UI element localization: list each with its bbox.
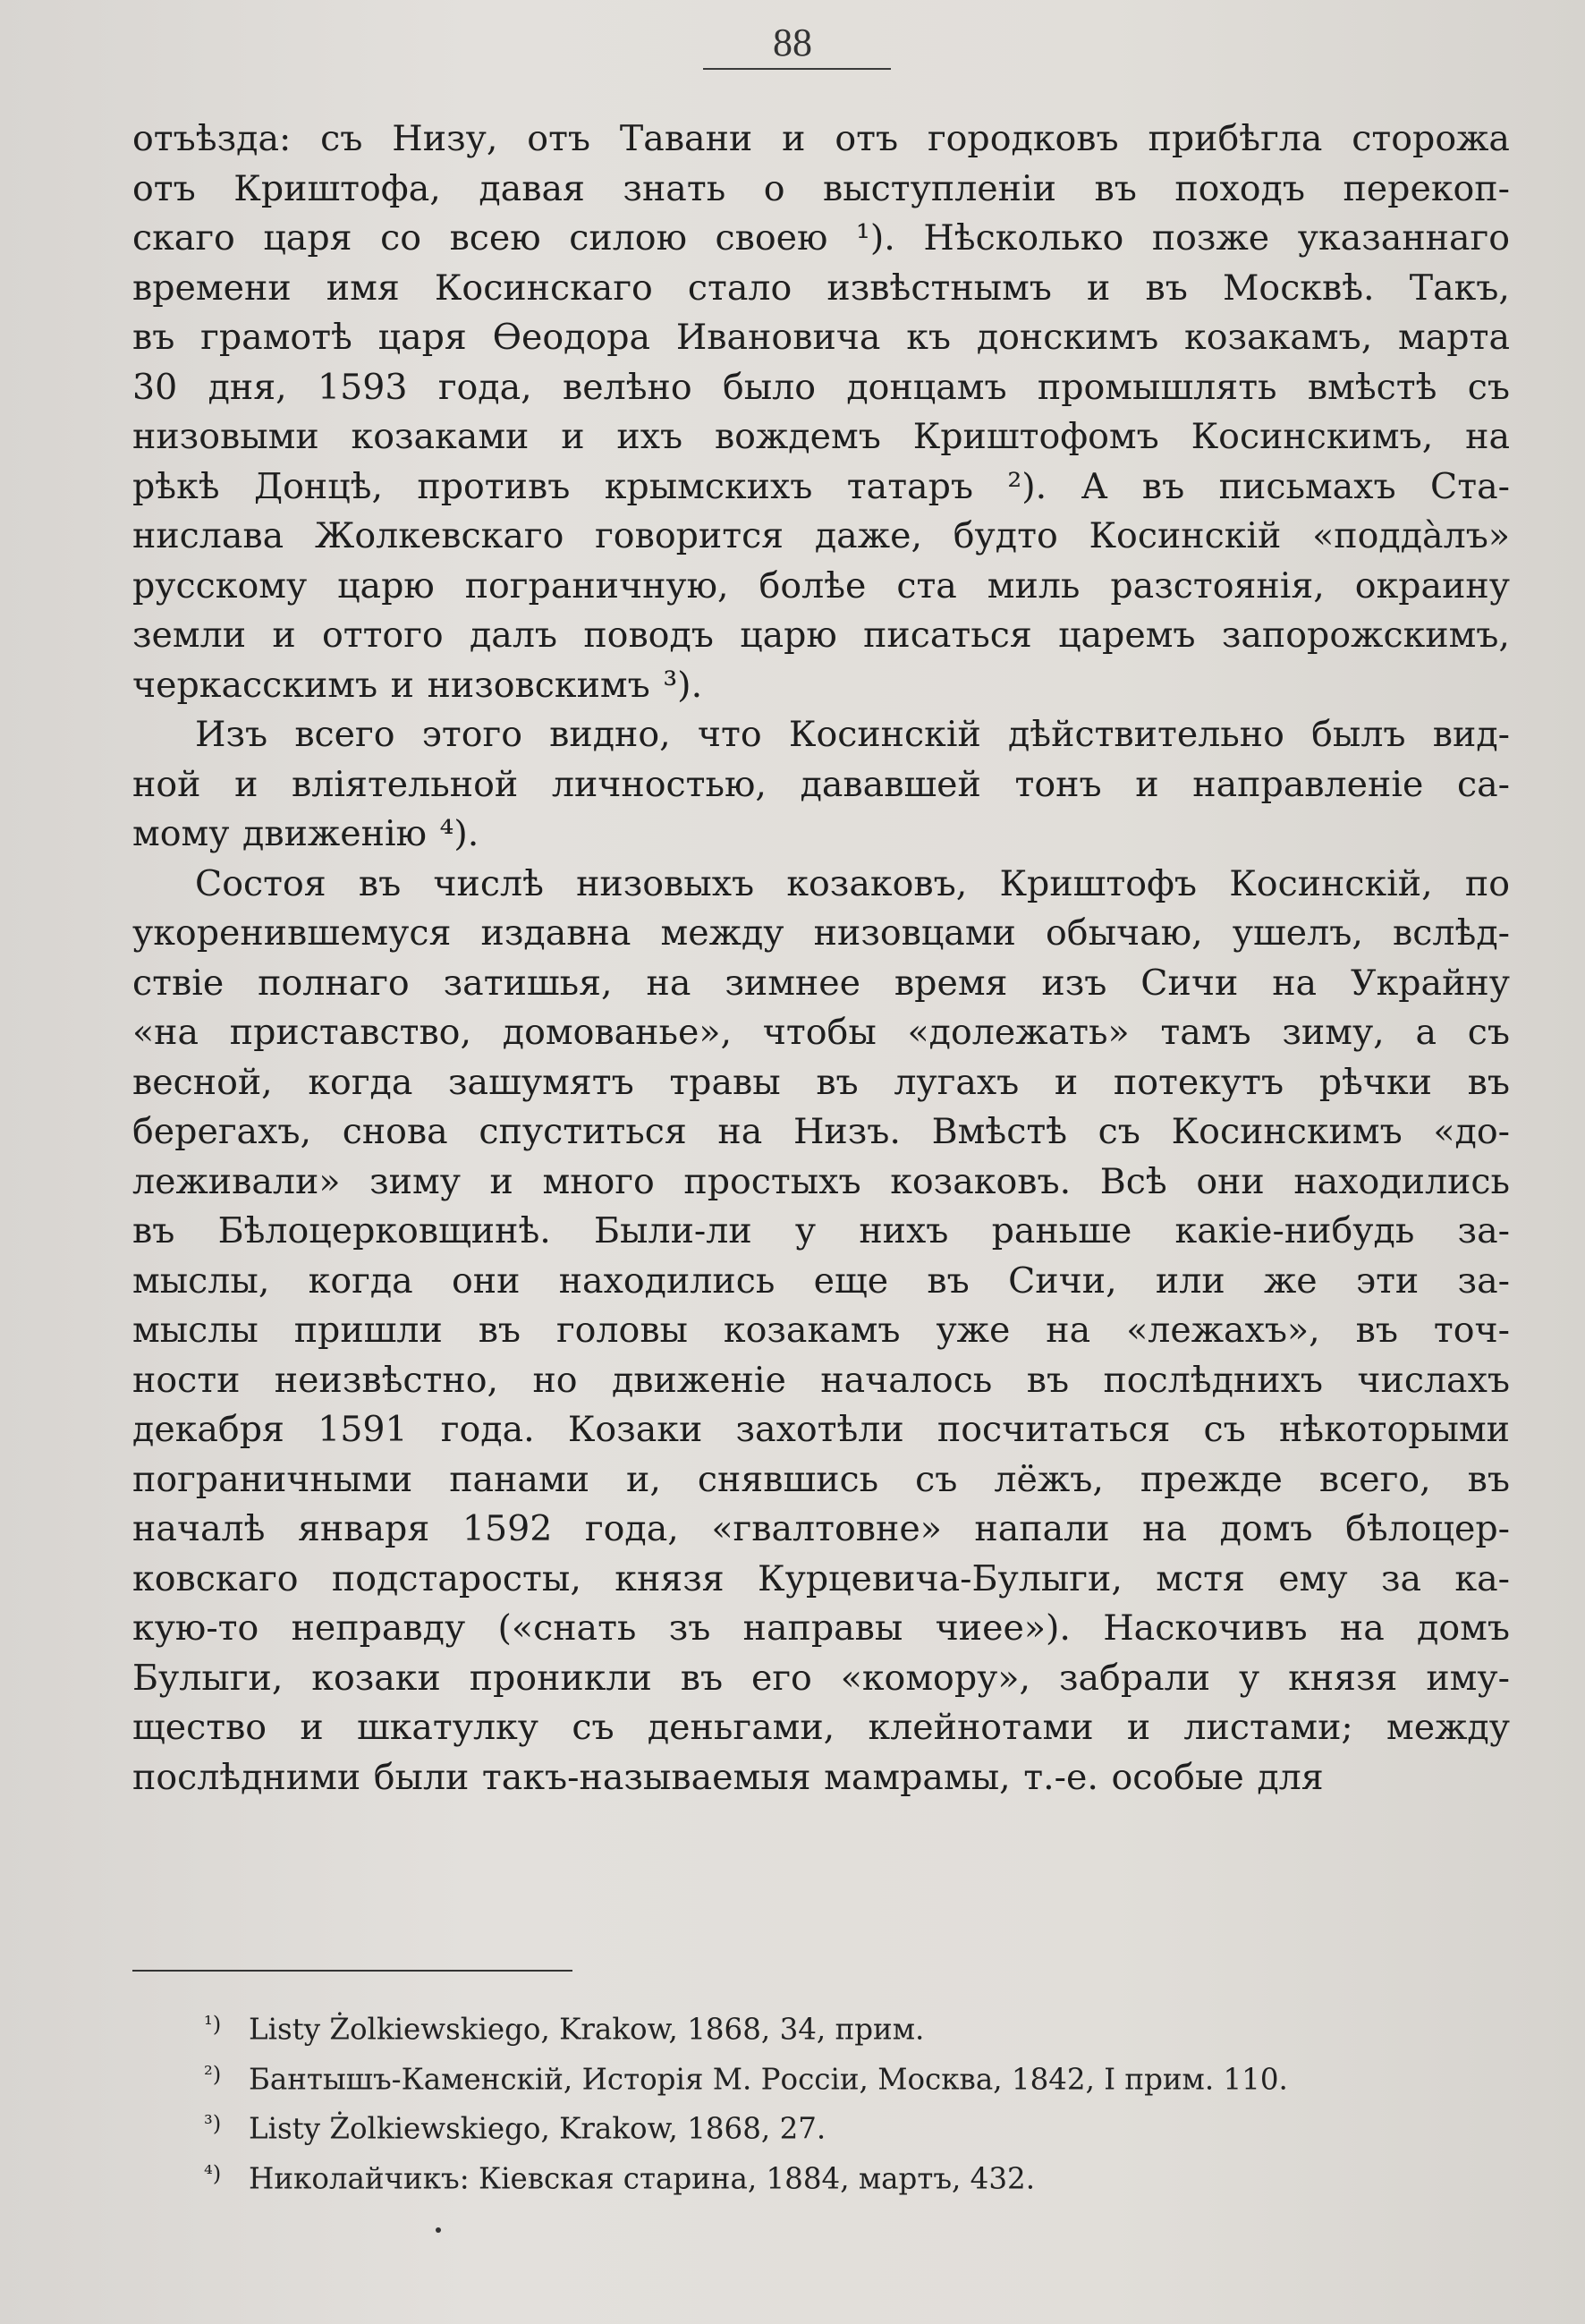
- text-line: леживали» зиму и много простыхъ козаковъ. Всѣ они находились: [132, 1160, 1510, 1202]
- text-line: мыслы, когда они находились еще въ Сичи, или же эти за-: [132, 1260, 1510, 1302]
- text-line: нислава Жолкевскаго говорится даже, будто Косинскій «поддàлъ»: [132, 515, 1510, 556]
- text-line: укоренившемуся издавна между низовцами обычаю, ушелъ, вслѣд-: [132, 912, 1510, 954]
- text-line: ковскаго подстаросты, князя Курцевича-Булыги, мстя ему за ка-: [132, 1557, 1510, 1599]
- text-line: кую-то неправду («снать зъ направы чиее»). Наскочивъ на домъ: [132, 1607, 1510, 1649]
- text-line: отъѣзда: съ Низу, отъ Тавани и отъ городковъ прибѣгла сторожа: [132, 118, 1510, 159]
- text-line: ной и вліятельной личностью, дававшей тонъ и направленіе са-: [132, 763, 1510, 805]
- footnote-mark: ⁴): [204, 2159, 222, 2186]
- footnote-text: Listy Żolkiewskiego, Krakow, 1868, 34, прим.: [249, 2012, 925, 2047]
- text-line: скаго царя со всею силою своею ¹). Нѣсколько позже указаннаго: [132, 217, 1510, 259]
- text-line: Изъ всего этого видно, что Косинскій дѣйствительно былъ вид-: [195, 714, 1510, 755]
- footnote-text: Listy Żolkiewskiego, Krakow, 1868, 27.: [249, 2111, 826, 2146]
- text-line: ствіе полнаго затишья, на зимнее время изъ Сичи на Украйну: [132, 962, 1510, 1004]
- text-line: въ Бѣлоцерковщинѣ. Были-ли у нихъ раньше какіе-нибудь за-: [132, 1210, 1510, 1251]
- footnote: [204, 2002, 1510, 2052]
- text-line: Состоя въ числѣ низовыхъ козаковъ, Криштофъ Косинскій, по: [195, 862, 1510, 904]
- footnote-text: Бантышъ-Каменскій, Исторія М. Россіи, Москва, 1842, I прим. 110.: [249, 2062, 1288, 2097]
- paper-speck: [436, 2227, 441, 2233]
- text-line: ности неизвѣстно, но движеніе началось въ послѣднихъ числахъ: [132, 1359, 1510, 1401]
- text-line: земли и оттого далъ поводъ царю писаться царемъ запорожскимъ,: [132, 615, 1510, 656]
- footnote-text: Николайчикъ: Кіевская старина, 1884, мартъ, 432.: [249, 2161, 1036, 2196]
- header-rule: [703, 68, 891, 70]
- text-line: въ грамотѣ царя Ѳеодора Ивановича къ донскимъ козакамъ, марта: [132, 317, 1510, 358]
- footnote-mark: ¹): [204, 2011, 222, 2037]
- text-line: Булыги, козаки проникли въ его «комору», забрали у князя иму-: [132, 1657, 1510, 1699]
- text-line: отъ Криштофа, давая знать о выступленіи въ походъ перекоп-: [132, 167, 1510, 209]
- footnote-mark: ³): [204, 2110, 222, 2137]
- footnotes: [204, 2002, 1510, 2201]
- text-line: послѣдними были такъ-называемыя мамрамы, т.-е. особые для: [132, 1756, 1324, 1798]
- text-line: декабря 1591 года. Козаки захотѣли посчитаться съ нѣкоторыми: [132, 1409, 1510, 1450]
- footnote-rule: [132, 1970, 572, 1972]
- text-line: щество и шкатулку съ деньгами, клейнотами и листами; между: [132, 1707, 1510, 1748]
- text-line: «на приставство, домованье», чтобы «долежать» тамъ зиму, а съ: [132, 1012, 1510, 1053]
- footnote: [204, 2101, 1510, 2151]
- text-line: мыслы пришли въ головы козакамъ уже на «лежахъ», въ точ-: [132, 1310, 1510, 1351]
- text-line: мому движенію ⁴).: [132, 813, 479, 854]
- page-number: 88: [773, 21, 812, 64]
- text-line: 30 дня, 1593 года, велѣно было донцамъ промышлять вмѣстѣ съ: [132, 366, 1510, 408]
- text-line: весной, когда зашумятъ травы въ лугахъ и потекутъ рѣчки въ: [132, 1061, 1510, 1103]
- text-line: рѣкѣ Донцѣ, противъ крымскихъ татаръ ²). А въ письмахъ Ста-: [132, 465, 1510, 507]
- footnote-mark: ²): [204, 2060, 222, 2087]
- text-line: черкасскимъ и низовскимъ ³).: [132, 664, 703, 706]
- text-line: пограничными панами и, снявшись съ лёжъ, прежде всего, въ: [132, 1458, 1510, 1500]
- footnote: [204, 2052, 1510, 2102]
- body-text: [132, 115, 1510, 1802]
- text-line: берегахъ, снова спуститься на Низъ. Вмѣстѣ съ Косинскимъ «до-: [132, 1111, 1510, 1152]
- text-line: времени имя Косинскаго стало извѣстнымъ и въ Москвѣ. Такъ,: [132, 267, 1510, 309]
- footnote: [204, 2151, 1510, 2201]
- text-line: низовыми козаками и ихъ вождемъ Криштофомъ Косинскимъ, на: [132, 416, 1510, 457]
- text-line: началѣ января 1592 года, «гвалтовне» напали на домъ бѣлоцер-: [132, 1508, 1510, 1549]
- text-line: русскому царю пограничную, болѣе ста миль разстоянія, окраину: [132, 564, 1510, 606]
